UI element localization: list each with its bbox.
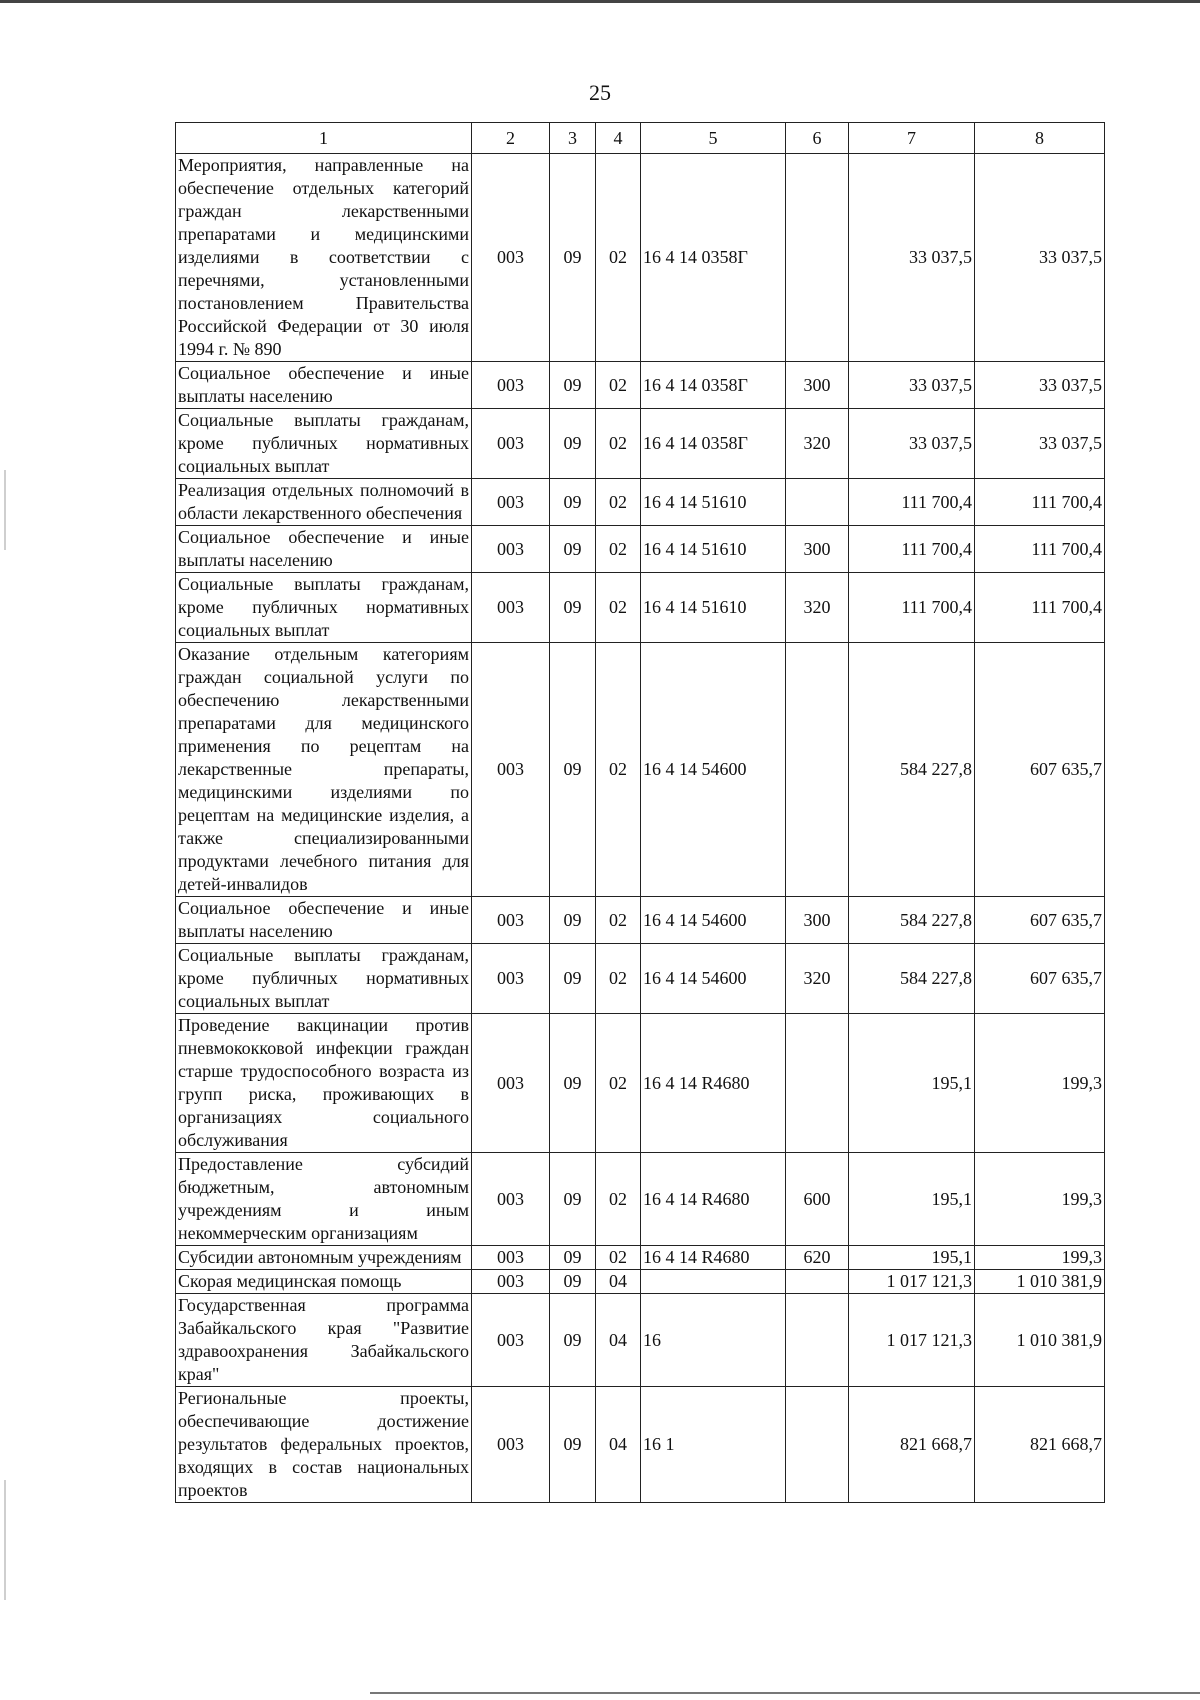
- cell-amount-1: 1 017 121,3: [849, 1270, 975, 1294]
- cell-amount-2: 111 700,4: [975, 526, 1105, 573]
- cell-target-article: 16 4 14 54600: [641, 897, 786, 944]
- cell-section: 09: [550, 1153, 596, 1246]
- table-row: [176, 409, 1105, 479]
- cell-target-article: 16 4 14 0358Г: [641, 409, 786, 479]
- row-name: Скорая медицинская помощь: [176, 1270, 472, 1294]
- cell-subsection: 02: [596, 1153, 641, 1246]
- cell-target-article: 16 4 14 51610: [641, 526, 786, 573]
- cell-expense-type: [786, 643, 849, 897]
- row-name: Социальное обеспечение и иные выплаты населению: [176, 526, 472, 573]
- cell-target-article: 16 4 14 51610: [641, 479, 786, 526]
- cell-subsection: 04: [596, 1294, 641, 1387]
- cell-section: 09: [550, 479, 596, 526]
- cell-amount-2: 607 635,7: [975, 944, 1105, 1014]
- cell-target-article: 16 1: [641, 1387, 786, 1503]
- cell-expense-type: [786, 1294, 849, 1387]
- table-row: [176, 362, 1105, 409]
- cell-amount-1: 33 037,5: [849, 362, 975, 409]
- table-row: [176, 1014, 1105, 1153]
- cell-section: 09: [550, 409, 596, 479]
- scan-top-edge: [0, 0, 1200, 3]
- cell-amount-2: 1 010 381,9: [975, 1294, 1105, 1387]
- cell-section: 09: [550, 1270, 596, 1294]
- cell-section: 09: [550, 643, 596, 897]
- cell-subsection: 02: [596, 944, 641, 1014]
- cell-target-article: 16 4 14 R4680: [641, 1153, 786, 1246]
- row-name: Предоставление субсидий бюджетным, автономным учреждениям и иным некоммерческим организациям: [176, 1153, 472, 1246]
- row-name: Проведение вакцинации против пневмококковой инфекции граждан старше трудоспособного возраста из групп риска, проживающих в организациях социального обслуживания: [176, 1014, 472, 1153]
- cell-amount-2: 111 700,4: [975, 479, 1105, 526]
- cell-amount-1: 584 227,8: [849, 643, 975, 897]
- cell-amount-1: 195,1: [849, 1153, 975, 1246]
- cell-section: 09: [550, 897, 596, 944]
- cell-target-article: 16 4 14 54600: [641, 944, 786, 1014]
- cell-amount-2: 821 668,7: [975, 1387, 1105, 1503]
- cell-target-article: 16 4 14 R4680: [641, 1246, 786, 1270]
- cell-subsection: 04: [596, 1387, 641, 1503]
- cell-subsection: 02: [596, 573, 641, 643]
- row-name: Социальное обеспечение и иные выплаты населению: [176, 362, 472, 409]
- cell-amount-1: 111 700,4: [849, 479, 975, 526]
- cell-expense-type: [786, 154, 849, 362]
- row-name: Региональные проекты, обеспечивающие достижение результатов федеральных проектов, входящих в состав национальных проектов: [176, 1387, 472, 1503]
- page-number: 25: [589, 80, 611, 105]
- header-cell: 4: [596, 123, 641, 154]
- cell-subsection: 02: [596, 526, 641, 573]
- header-cell: 1: [176, 123, 472, 154]
- table-row: [176, 1153, 1105, 1246]
- cell-section: 09: [550, 1246, 596, 1270]
- cell-amount-2: 199,3: [975, 1014, 1105, 1153]
- cell-amount-1: 821 668,7: [849, 1387, 975, 1503]
- cell-expense-type: 300: [786, 362, 849, 409]
- cell-amount-1: 111 700,4: [849, 526, 975, 573]
- cell-expense-type: 620: [786, 1246, 849, 1270]
- cell-amount-2: 33 037,5: [975, 362, 1105, 409]
- cell-expense-type: 300: [786, 526, 849, 573]
- table-row: [176, 944, 1105, 1014]
- cell-section: 09: [550, 526, 596, 573]
- header-cell: 2: [472, 123, 550, 154]
- table-row: [176, 643, 1105, 897]
- cell-section: 09: [550, 573, 596, 643]
- cell-section: 09: [550, 1387, 596, 1503]
- table-row: [176, 1294, 1105, 1387]
- cell-expense-type: [786, 1270, 849, 1294]
- cell-amount-1: 584 227,8: [849, 944, 975, 1014]
- header-cell: 6: [786, 123, 849, 154]
- scan-bottom-edge: [370, 1692, 1200, 1694]
- cell-ministry: 003: [472, 409, 550, 479]
- cell-expense-type: 320: [786, 944, 849, 1014]
- cell-section: 09: [550, 154, 596, 362]
- cell-amount-1: 1 017 121,3: [849, 1294, 975, 1387]
- table-row: [176, 479, 1105, 526]
- table-row: [176, 526, 1105, 573]
- cell-section: 09: [550, 1294, 596, 1387]
- cell-ministry: 003: [472, 154, 550, 362]
- cell-ministry: 003: [472, 1153, 550, 1246]
- scan-left-edge-mark: [4, 470, 6, 550]
- cell-target-article: 16 4 14 51610: [641, 573, 786, 643]
- row-name: Оказание отдельным категориям граждан социальной услуги по обеспечению лекарственными препаратами для медицинского применения по рецептам на лекарственные препараты, медицинскими изделиями по рецептам на медицинские изделия, а также специализированными продуктами лечебного питания для детей-инвалидов: [176, 643, 472, 897]
- cell-target-article: 16: [641, 1294, 786, 1387]
- cell-amount-2: 199,3: [975, 1153, 1105, 1246]
- cell-ministry: 003: [472, 944, 550, 1014]
- row-name: Социальные выплаты гражданам, кроме публичных нормативных социальных выплат: [176, 944, 472, 1014]
- cell-amount-1: 33 037,5: [849, 154, 975, 362]
- cell-amount-2: 111 700,4: [975, 573, 1105, 643]
- cell-amount-2: 607 635,7: [975, 643, 1105, 897]
- cell-ministry: 003: [472, 526, 550, 573]
- cell-subsection: 02: [596, 362, 641, 409]
- cell-ministry: 003: [472, 643, 550, 897]
- cell-subsection: 02: [596, 479, 641, 526]
- cell-subsection: 02: [596, 409, 641, 479]
- row-name: Субсидии автономным учреждениям: [176, 1246, 472, 1270]
- cell-ministry: 003: [472, 1387, 550, 1503]
- cell-amount-2: 1 010 381,9: [975, 1270, 1105, 1294]
- cell-expense-type: [786, 1014, 849, 1153]
- budget-table: [175, 122, 1105, 1503]
- header-cell: 8: [975, 123, 1105, 154]
- cell-target-article: [641, 1270, 786, 1294]
- cell-subsection: 02: [596, 154, 641, 362]
- cell-amount-1: 195,1: [849, 1246, 975, 1270]
- cell-amount-2: 33 037,5: [975, 409, 1105, 479]
- cell-ministry: 003: [472, 479, 550, 526]
- row-name: Социальные выплаты гражданам, кроме публичных нормативных социальных выплат: [176, 409, 472, 479]
- row-name: Социальные выплаты гражданам, кроме публичных нормативных социальных выплат: [176, 573, 472, 643]
- cell-expense-type: [786, 479, 849, 526]
- cell-ministry: 003: [472, 1014, 550, 1153]
- cell-target-article: 16 4 14 54600: [641, 643, 786, 897]
- cell-ministry: 003: [472, 573, 550, 643]
- header-cell: 5: [641, 123, 786, 154]
- row-name: Реализация отдельных полномочий в области лекарственного обеспечения: [176, 479, 472, 526]
- cell-amount-1: 111 700,4: [849, 573, 975, 643]
- cell-amount-2: 199,3: [975, 1246, 1105, 1270]
- table-row: [176, 1246, 1105, 1270]
- scan-left-edge-mark: [4, 1480, 6, 1600]
- header-cell: 7: [849, 123, 975, 154]
- cell-ministry: 003: [472, 1294, 550, 1387]
- cell-expense-type: 300: [786, 897, 849, 944]
- cell-subsection: 02: [596, 1014, 641, 1153]
- cell-ministry: 003: [472, 362, 550, 409]
- cell-expense-type: 600: [786, 1153, 849, 1246]
- cell-subsection: 02: [596, 1246, 641, 1270]
- row-name: Государственная программа Забайкальского края "Развитие здравоохранения Забайкальского края": [176, 1294, 472, 1387]
- row-name: Мероприятия, направленные на обеспечение отдельных категорий граждан лекарственными препаратами и медицинскими изделиями в соответствии с перечнями, установленными постановлением Правительства Российской Федерации от 30 июля 1994 г. № 890: [176, 154, 472, 362]
- table-row: [176, 154, 1105, 362]
- table-row: [176, 573, 1105, 643]
- cell-target-article: 16 4 14 R4680: [641, 1014, 786, 1153]
- row-name: Социальное обеспечение и иные выплаты населению: [176, 897, 472, 944]
- cell-ministry: 003: [472, 1270, 550, 1294]
- cell-amount-1: 584 227,8: [849, 897, 975, 944]
- cell-section: 09: [550, 1014, 596, 1153]
- table-row: [176, 1270, 1105, 1294]
- cell-section: 09: [550, 944, 596, 1014]
- cell-target-article: 16 4 14 0358Г: [641, 154, 786, 362]
- cell-subsection: 04: [596, 1270, 641, 1294]
- cell-section: 09: [550, 362, 596, 409]
- cell-expense-type: 320: [786, 409, 849, 479]
- table-row: [176, 1387, 1105, 1503]
- cell-amount-1: 195,1: [849, 1014, 975, 1153]
- cell-ministry: 003: [472, 897, 550, 944]
- cell-amount-2: 607 635,7: [975, 897, 1105, 944]
- cell-subsection: 02: [596, 897, 641, 944]
- cell-expense-type: 320: [786, 573, 849, 643]
- cell-subsection: 02: [596, 643, 641, 897]
- table-row: [176, 897, 1105, 944]
- cell-amount-1: 33 037,5: [849, 409, 975, 479]
- cell-expense-type: [786, 1387, 849, 1503]
- cell-ministry: 003: [472, 1246, 550, 1270]
- cell-amount-2: 33 037,5: [975, 154, 1105, 362]
- cell-target-article: 16 4 14 0358Г: [641, 362, 786, 409]
- header-cell: 3: [550, 123, 596, 154]
- header-row: [176, 123, 1105, 154]
